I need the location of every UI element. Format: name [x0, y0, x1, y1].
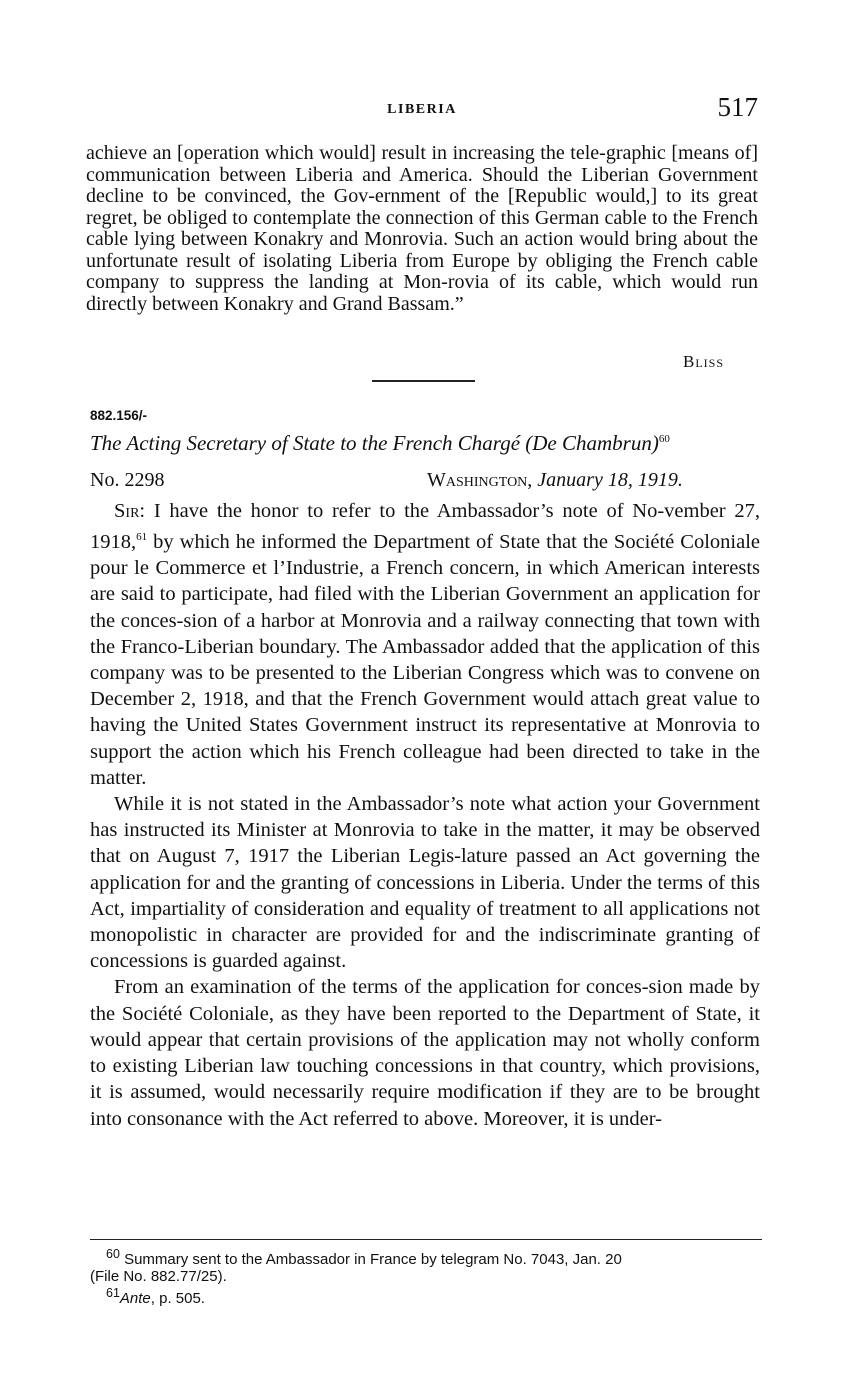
document-dateline [90, 469, 760, 495]
footnote-ref-61: 61 [136, 531, 148, 544]
file-number: 882.156/- [90, 408, 148, 423]
running-title: LIBERIA [387, 102, 457, 117]
document-number: No. 2298 [90, 469, 165, 491]
footnote-marker: 61 [106, 1286, 120, 1300]
footnote-text: , p. 505. [150, 1290, 205, 1307]
continuation-paragraph: achieve an [operation which would] result in increasing the tele-graphic [means of] communication between Liberia and America. Should the Liberian Government decline to be convinced, the Gov-ernment of the [Republic would,] to its great regret, be obliged to contemplate the connection of this German cable to the French cable lying between Konakry and Monrovia. Such an action would bring about the unfortunate result of isolating Liberia from Europe by obliging the French cable company to suppress the landing at Mon-rovia of its cable, which would run directly between Konakry and Grand Bassam.” [86, 142, 758, 315]
letter-paragraph-2: While it is not stated in the Ambassador’s note what action your Government has instructed its Minister at Monrovia to take in the matter, it may be observed that on August 7, 1917 the Liberian Legis-lature passed an Act governing the application for and the granting of concessions in Liberia. Under the terms of this Act, impartiality of consideration and equality of treatment to all applications not monopolistic in character are provided for and the indiscriminate granting of concessions is guarded against. [90, 793, 760, 973]
document-heading [90, 431, 670, 456]
quoted-continuation [86, 143, 758, 315]
dateline-place: Washington, [427, 469, 533, 491]
page-number: 517 [717, 92, 758, 122]
footnotes [90, 1246, 762, 1307]
salutation: Sir: [114, 500, 146, 522]
footnote-ref-60: 60 [658, 433, 670, 445]
footnote-marker: 60 [106, 1247, 120, 1261]
page-header [86, 92, 758, 124]
paragraph-1-end: by which he informed the Department of State that the Société Coloniale pour le Commerce et l’Industrie, a French concern, in which American interests are said to participate, had filed with the Liberian Government an application for the conces-sion of a harbor at Monrovia and a railway connecting that town with the Franco-Liberian boundary. The Ambassador added that the application of this company was to be presented to the Liberian Congress which was to convene on December 2, 1918, and that the French Government would attach great value to having the United States Government instruct its representative at Monrovia to support the action which his French colleague had been directed to take in the matter. [90, 531, 760, 789]
footnote-divider [90, 1239, 762, 1240]
letter-body [90, 498, 760, 1132]
document-heading-text: The Acting Secretary of State to the French Chargé (De Chambrun) [90, 431, 659, 455]
footnote-60 [96, 1246, 762, 1268]
footnote-60-continuation: (File No. 882.77/25). [90, 1268, 227, 1285]
signature: Bliss [683, 352, 725, 371]
footnote-61 [96, 1285, 762, 1307]
paragraph-1-start: I have the honor to refer to the Ambassador’s note of No-vember 27, 1918, [90, 500, 760, 554]
dateline-date: January 18, 1919. [537, 469, 683, 491]
footnote-text: Summary sent to the Ambassador in France by telegram No. 7043, Jan. 20 [119, 1251, 622, 1268]
section-divider [372, 380, 475, 382]
footnote-italic: Ante [119, 1290, 151, 1307]
letter-paragraph-1 [90, 498, 760, 791]
dateline-place-date [427, 469, 683, 492]
letter-paragraph-3: From an examination of the terms of the application for conces-sion made by the Société Coloniale, as they have been reported to the Department of State, it would appear that certain provisions of the application may not wholly conform to existing Liberian law touching concessions in that country, which provisions, it is assumed, would necessarily require modification if they are to be brought into consonance with the Act referred to above. Moreover, it is under- [90, 976, 760, 1130]
